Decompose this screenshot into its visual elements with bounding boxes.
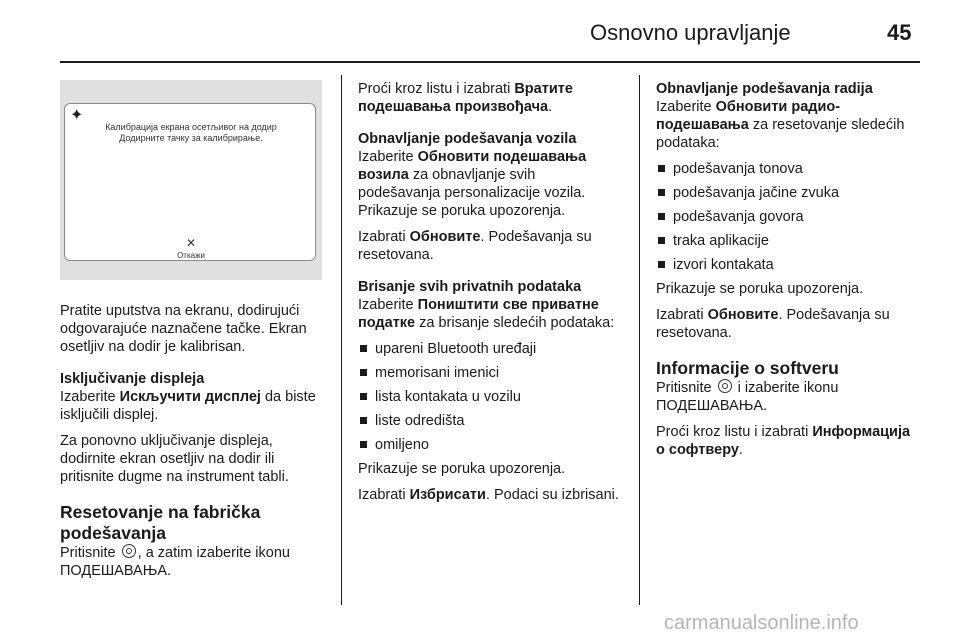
- cancel-label: Откажи: [177, 251, 205, 260]
- software-info-paragraph-2: Proći kroz listu i izabrati Информација о софтверу.: [656, 424, 911, 458]
- column-3: [656, 80, 918, 467]
- column-divider-1: [341, 75, 342, 605]
- radio-settings-paragraph-1: Izaberite Обновити радио-подешавања za resetovanje sledećih podataka:: [656, 99, 905, 151]
- calibration-screen: [64, 103, 316, 261]
- list-item: podešavanja govora: [656, 208, 918, 226]
- list-item: liste odredišta: [358, 412, 620, 430]
- list-item: upareni Bluetooth uređaji: [358, 340, 620, 358]
- display-off-paragraph-1: Izaberite Искључити дисплеј da biste isključili displej.: [60, 389, 316, 423]
- factory-reset-paragraph: Pritisnite , a zatim izaberite ikonu ПОДЕШАВАЊА.: [60, 545, 290, 579]
- display-off-paragraph-2: Za ponovno uključivanje displeja, dodirnite ekran osetljiv na dodir ili pritisnite dugme na instrument tabli.: [60, 433, 289, 485]
- calibration-instruction: Додирните тачку за калибрирање.: [119, 133, 263, 143]
- list-item: memorisani imenici: [358, 364, 620, 382]
- factory-reset-heading: Resetovanje na fabrička podešavanja: [60, 502, 261, 543]
- watermark: carmanualsonline.info: [664, 612, 859, 634]
- display-off-heading: Isključivanje displeja: [60, 371, 205, 387]
- list-item: traka aplikacije: [656, 232, 918, 250]
- radio-settings-list: [656, 160, 918, 274]
- private-data-paragraph-2: Prikazuje se poruka upozorenja.: [358, 461, 566, 477]
- list-item: podešavanja tonova: [656, 160, 918, 178]
- page-number: 45: [887, 20, 912, 45]
- private-data-paragraph-1: Izaberite Поништити све приватне податке za brisanje sledećih podataka:: [358, 297, 615, 331]
- factory-settings-paragraph: Proći kroz listu i izabrati Вратите подешавања произвођача.: [358, 81, 573, 115]
- close-icon: ✕: [185, 236, 197, 250]
- software-info-paragraph-1: Pritisnite i izaberite ikonu ПОДЕШАВАЊА.: [656, 380, 839, 414]
- private-data-paragraph-3: Izabrati Избрисати. Podaci su izbrisani.: [358, 487, 619, 503]
- column-1: [60, 80, 322, 588]
- list-item: omiljeno: [358, 436, 620, 454]
- radio-settings-paragraph-3: Izabrati Обновите. Podešavanja su resetovana.: [656, 307, 890, 341]
- radio-settings-heading: Obnavljanje podešavanja radija: [656, 81, 873, 97]
- header-divider: [60, 61, 920, 63]
- intro-paragraph: Pratite uputstva na ekranu, dodirujući odgovarajuće naznačene tačke. Ekran osetljiv na dodir je kalibrisan.: [60, 303, 307, 355]
- calibration-screenshot: [60, 80, 322, 280]
- vehicle-settings-heading: Obnavljanje podešavanja vozila: [358, 131, 577, 147]
- list-item: lista kontakata u vozilu: [358, 388, 620, 406]
- list-item: podešavanja jačine zvuka: [656, 184, 918, 202]
- calibration-title: Калибрација екрана осетљивог на додир: [105, 122, 277, 132]
- calibration-star-icon: ✦: [70, 107, 84, 124]
- radio-settings-paragraph-2: Prikazuje se poruka upozorenja.: [656, 281, 864, 297]
- column-divider-2: [639, 75, 640, 605]
- column-2: [358, 80, 620, 512]
- private-data-list: [358, 340, 620, 454]
- vehicle-settings-paragraph-2: Izabrati Обновите. Podešavanja su resetovana.: [358, 229, 592, 263]
- home-icon: [718, 379, 732, 393]
- vehicle-settings-paragraph-1: Izaberite Обновити подешавања возила za obnavljanje svih podešavanja personalizacije vozila. Prikazuje se poruka upozorenja.: [358, 149, 587, 219]
- page-header-title: Osnovno upravljanje: [590, 20, 791, 45]
- software-info-heading: Informacije o softveru: [656, 358, 839, 378]
- private-data-heading: Brisanje svih privatnih podataka: [358, 279, 582, 295]
- list-item: izvori kontakata: [656, 256, 918, 274]
- home-icon: [122, 544, 136, 558]
